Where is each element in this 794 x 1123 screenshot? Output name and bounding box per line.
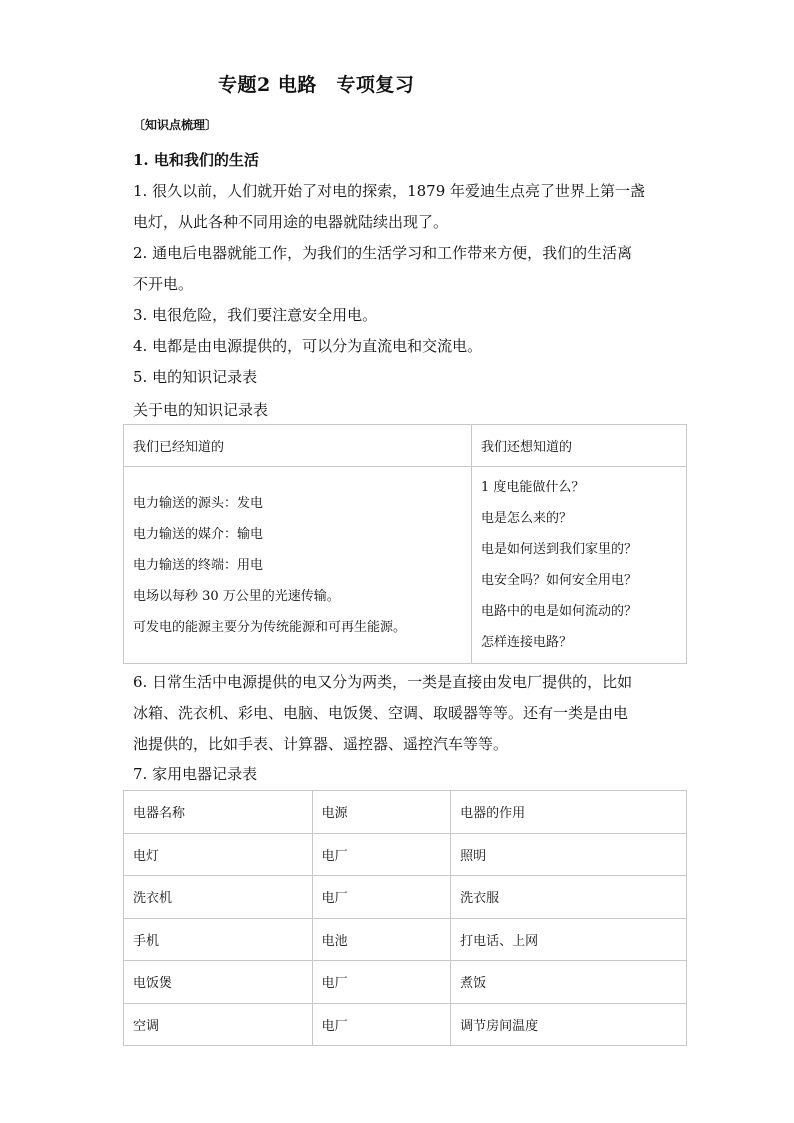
appliance-name: 手机: [124, 918, 313, 961]
power-source: 电厂: [312, 1003, 450, 1046]
list-item: 电是怎么来的？: [481, 511, 573, 526]
list-item: 电场以每秒 30 万公里的光速传输。: [133, 588, 340, 604]
appliance-function: 煮饭: [451, 961, 687, 1004]
appliance-name: 电饭煲: [124, 961, 313, 1004]
list-item: 可发电的能源主要分为传统能源和可再生能源。: [133, 619, 407, 635]
table-row: [124, 961, 687, 1004]
list-item: 怎样连接电路？: [481, 635, 573, 650]
header-power-source: 电源: [312, 791, 450, 834]
paragraph-7: 7. 家用电器记录表: [133, 765, 258, 783]
appliance-function: 洗衣服: [451, 876, 687, 919]
appliance-name: 洗衣机: [124, 876, 313, 919]
list-item: 1 度电能做什么？: [481, 480, 585, 495]
power-source: 电厂: [312, 961, 450, 1004]
appliance-function: 打电话、上网: [451, 918, 687, 961]
paragraph-1: 1. 很久以前，人们就开始了对电的探索，1879 年爱迪生点亮了世界上第一盏 电灯，从此各种不同用途的电器就陆续出现了。: [133, 182, 646, 231]
table1-caption: 关于电的知识记录表: [133, 401, 269, 419]
power-source: 电池: [312, 918, 450, 961]
header-appliance-name: 电器名称: [124, 791, 313, 834]
page-title: 专题2 电路 专项复习: [218, 74, 415, 96]
known-cell: [124, 467, 472, 664]
want-cell: [472, 467, 687, 664]
table-row: [124, 876, 687, 919]
paragraph-4: 4. 电都是由电源提供的，可以分为直流电和交流电。: [133, 337, 483, 355]
section-tag: 〔知识点梳理〕: [133, 118, 218, 132]
power-source: 电厂: [312, 876, 450, 919]
paragraph-5: 5. 电的知识记录表: [133, 368, 258, 386]
list-item: 电力输送的终端：用电: [133, 557, 264, 573]
header-known: 我们已经知道的: [124, 425, 472, 467]
paragraph-2: 2. 通电后电器就能工作，为我们的生活学习和工作带来方便，我们的生活离 不开电。: [133, 244, 633, 293]
appliance-function: 调节房间温度: [451, 1003, 687, 1046]
appliance-name: 空调: [124, 1003, 313, 1046]
table-row: [124, 1003, 687, 1046]
list-item: 电安全吗？如何安全用电？: [481, 573, 638, 588]
header-function: 电器的作用: [451, 791, 687, 834]
table-row: [124, 833, 687, 876]
list-item: 电是如何送到我们家里的？: [481, 542, 638, 557]
table-row: [124, 918, 687, 961]
heading-electricity-and-life: 1. 电和我们的生活: [133, 151, 259, 169]
electricity-knowledge-table: [123, 424, 687, 664]
header-want: 我们还想知道的: [472, 425, 687, 467]
list-item: 电路中的电是如何流动的？: [481, 604, 638, 619]
list-item: 电力输送的源头：发电: [133, 495, 264, 511]
appliance-function: 照明: [451, 833, 687, 876]
paragraph-6: 6. 日常生活中电源提供的电又分为两类，一类是直接由发电厂提供的，比如 冰箱、洗衣机、彩电、电脑、电饭煲、空调、取暖器等等。还有一类是由电 池提供的，比如手表、计算器、遥控器、遥控汽车等等。: [133, 673, 633, 753]
appliance-name: 电灯: [124, 833, 313, 876]
household-appliance-table: [123, 790, 687, 1046]
table-header-row: [124, 791, 687, 834]
paragraph-3: 3. 电很危险，我们要注意安全用电。: [133, 306, 378, 324]
table-header-row: [124, 425, 687, 467]
table-row: [124, 467, 687, 664]
power-source: 电厂: [312, 833, 450, 876]
list-item: 电力输送的媒介：输电: [133, 526, 264, 542]
